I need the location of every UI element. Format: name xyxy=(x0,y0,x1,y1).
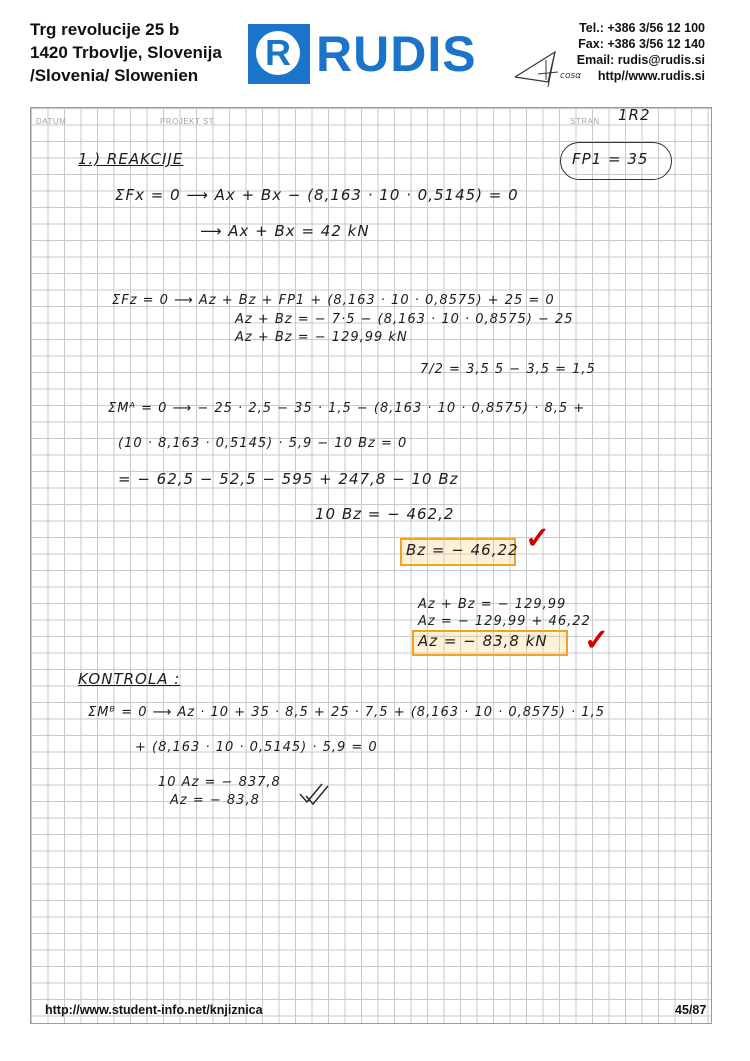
company-contact xyxy=(577,20,705,84)
eq-moment-b-1: ΣMᴮ = 0 ⟶ Az · 10 + 35 · 8,5 + 25 · 7,5 + (8,163 · 10 · 0,8575) · 1,5 xyxy=(88,705,605,720)
double-check-icon xyxy=(298,782,330,806)
contact-email: Email: rudis@rudis.si xyxy=(576,53,705,67)
eq-az-2: Az = − 129,99 + 46,22 xyxy=(418,614,591,629)
result-az: Az = − 83,8 kN xyxy=(418,632,548,650)
eq-fz-2: Az + Bz = − 7·5 − (8,163 · 10 · 0,8575) − 25 xyxy=(235,312,574,327)
eq-moment-a-4: 10 Bz = − 462,2 xyxy=(315,505,455,523)
rudis-logo xyxy=(248,24,510,84)
eq-az-1: Az + Bz = − 129,99 xyxy=(418,597,567,612)
address-line-2: 1420 Trbovlje, Slovenija xyxy=(30,43,222,62)
address-line-1: Trg revolucije 25 b xyxy=(30,20,180,39)
ratio-note: 7/2 = 3,5 5 − 3,5 = 1,5 xyxy=(420,362,596,377)
company-address xyxy=(30,18,222,87)
eq-fz-3: Az + Bz = − 129,99 kN xyxy=(235,330,408,345)
label-projekt: PROJEKT ST. xyxy=(160,117,217,126)
eq-moment-a-2: (10 · 8,163 · 0,5145) · 5,9 − 10 Bz = 0 xyxy=(118,436,408,451)
page-number-handwritten: 1R2 xyxy=(618,106,651,124)
eq-moment-a-1: ΣMᴬ = 0 ⟶ − 25 · 2,5 − 35 · 1,5 − (8,163 · 10 · 0,8575) · 8,5 + xyxy=(108,401,586,416)
eq-check-1: 10 Az = − 837,8 xyxy=(158,775,281,790)
eq-check-2: Az = − 83,8 xyxy=(170,793,260,808)
logo-letter: R xyxy=(265,32,291,73)
result-bz: Bz = − 46,22 xyxy=(406,541,519,559)
logo-emblem xyxy=(248,24,310,84)
footer-page-number: 45/87 xyxy=(675,1003,707,1017)
fp1-value: FP1 = 35 xyxy=(572,150,649,168)
eq-fx-2: ⟶ Ax + Bx = 42 kN xyxy=(200,222,370,240)
checkmark-icon: ✓ xyxy=(525,522,551,555)
eq-fz-1: ΣFz = 0 ⟶ Az + Bz + FP1 + (8,163 · 10 · 0,8575) + 25 = 0 xyxy=(112,293,555,308)
check-section-title: KONTROLA : xyxy=(78,670,181,688)
section-title: 1.) REAKCIJE xyxy=(78,150,184,168)
checkmark-icon: ✓ xyxy=(584,624,610,657)
eq-moment-a-3: = − 62,5 − 52,5 − 595 + 247,8 − 10 Bz xyxy=(118,470,459,488)
eq-moment-b-2: + (8,163 · 10 · 0,5145) · 5,9 = 0 xyxy=(135,740,378,755)
address-line-3: /Slovenia/ Slowenien xyxy=(30,66,199,85)
contact-tel: Tel.: +386 3/56 12 100 xyxy=(579,21,705,35)
logo-wordmark: RUDIS xyxy=(316,26,477,82)
contact-fax: Fax: +386 3/56 12 140 xyxy=(578,37,705,51)
graph-paper xyxy=(30,107,712,1024)
eq-fx-1: ΣFx = 0 ⟶ Ax + Bx − (8,163 · 10 · 0,5145) = 0 xyxy=(115,186,519,204)
contact-web: http//www.rudis.si xyxy=(597,69,705,83)
label-stran: STRAN xyxy=(570,117,600,126)
sketch-label-cos: cosα xyxy=(560,71,582,81)
force-sketch xyxy=(510,42,590,117)
label-datum: DATUM xyxy=(36,117,67,126)
footer-url[interactable]: http://www.student-info.net/knjiznica xyxy=(45,1003,263,1017)
